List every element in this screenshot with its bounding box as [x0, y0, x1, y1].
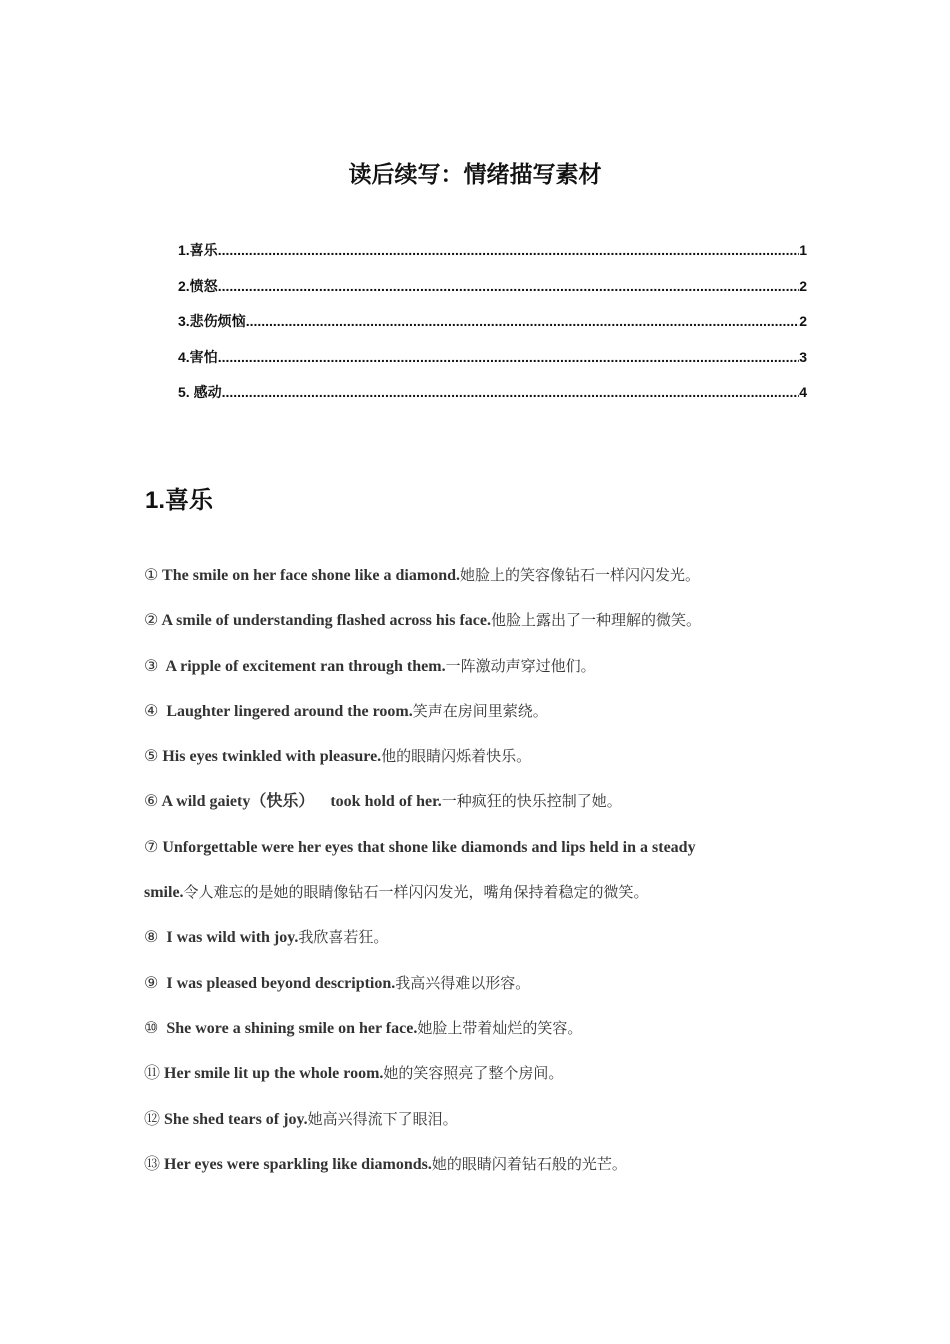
toc-label: 3.悲伤烦恼	[178, 313, 246, 329]
document-title: 读后续写：情绪描写素材	[348, 161, 602, 187]
sentence-item	[144, 744, 804, 789]
item-english: Her smile lit up the whole room.	[160, 1065, 384, 1083]
item-chinese: 我欣喜若狂。	[298, 928, 389, 947]
toc-entry[interactable]	[178, 276, 807, 312]
toc-label: 4.害怕	[178, 348, 218, 365]
item-chinese: 她高兴得流下了眼泪。	[307, 1109, 458, 1128]
item-english: She wore a shining smile on her face.	[158, 1019, 418, 1037]
item-chinese: 令人难忘的是她的眼睛像钻石一样闪闪发光，嘴角保持着稳定的微笑。	[183, 883, 649, 902]
table-of-contents	[178, 240, 807, 418]
item-number: ⑦	[144, 838, 159, 856]
toc-leader	[218, 349, 800, 365]
item-english: Unforgettable were her eyes that shone like diamonds and lips held in a steady	[158, 838, 696, 856]
item-number: ①	[144, 567, 159, 584]
item-number: ③	[144, 657, 159, 675]
toc-entry[interactable]	[178, 240, 807, 276]
item-number: ④	[144, 702, 159, 720]
sentence-item	[144, 699, 804, 744]
sentence-item	[144, 971, 804, 1016]
sentence-item	[144, 608, 804, 653]
item-english: I was pleased beyond description.	[158, 974, 396, 992]
item-english: smile.	[144, 884, 184, 902]
sentence-item	[144, 1107, 804, 1152]
item-chinese: 笑声在房间里萦绕。	[412, 701, 548, 720]
item-number: ⑤	[144, 748, 159, 766]
item-chinese: 她的笑容照亮了整个房间。	[383, 1064, 564, 1083]
item-english: She shed tears of joy.	[160, 1110, 308, 1128]
toc-page: 1	[799, 242, 807, 258]
toc-page: 3	[799, 348, 807, 365]
toc-entry[interactable]	[178, 382, 807, 418]
section-heading: 1.喜乐	[145, 487, 214, 514]
item-english: A ripple of excitement ran through them.	[158, 657, 446, 675]
sentence-item	[144, 835, 804, 880]
sentence-item	[144, 925, 804, 970]
sentence-item	[144, 1061, 804, 1106]
item-number: ⑧	[144, 929, 159, 947]
sentence-list	[144, 563, 804, 1197]
item-chinese: 一种疯狂的快乐控制了她。	[441, 792, 622, 811]
item-number: ⑪	[144, 1065, 161, 1083]
sentence-item	[144, 789, 804, 834]
toc-label: 2.愤怒	[178, 277, 218, 294]
sentence-item	[144, 1016, 804, 1061]
item-chinese: 她脸上带着灿烂的笑容。	[417, 1018, 583, 1037]
toc-leader	[246, 313, 800, 329]
item-chinese: 他的眼睛闪烁着快乐。	[381, 747, 532, 766]
item-english: Her eyes were sparkling like diamonds.	[160, 1155, 432, 1173]
item-english: His eyes twinkled with pleasure.	[158, 748, 382, 766]
toc-leader	[218, 278, 800, 294]
sentence-item	[144, 1152, 804, 1197]
toc-page: 4	[799, 384, 807, 400]
item-chinese: 我高兴得难以形容。	[395, 973, 531, 992]
item-chinese: 她的眼睛闪着钻石般的光芒。	[431, 1154, 627, 1173]
toc-leader	[218, 242, 800, 258]
toc-entry[interactable]	[178, 347, 807, 383]
item-english: I was wild with joy.	[158, 929, 299, 947]
toc-page: 2	[799, 313, 807, 329]
toc-entry[interactable]	[178, 311, 807, 347]
sentence-item	[144, 563, 804, 608]
item-number: ②	[144, 612, 159, 630]
item-number: ⑨	[144, 974, 159, 992]
item-english: A smile of understanding flashed across his face.	[158, 612, 491, 630]
item-chinese: 她脸上的笑容像钻石一样闪闪发光。	[460, 566, 701, 584]
toc-label: 1.喜乐	[178, 242, 218, 258]
sentence-item	[144, 654, 804, 699]
toc-leader	[222, 384, 800, 400]
item-english: Laughter lingered around the room.	[158, 702, 413, 720]
item-english: The smile on her face shone like a diamond.	[158, 567, 460, 584]
item-number: ⑫	[144, 1110, 161, 1128]
toc-page: 2	[799, 277, 807, 294]
item-chinese: 他脸上露出了一种理解的微笑。	[490, 611, 701, 630]
sentence-item	[144, 880, 804, 925]
toc-label: 5. 感动	[178, 384, 222, 400]
item-chinese: 一阵激动声穿过他们。	[445, 656, 596, 675]
item-number: ⑬	[144, 1155, 161, 1173]
item-number: ⑩	[144, 1019, 159, 1037]
item-english: A wild gaiety（快乐） took hold of her.	[158, 793, 442, 811]
item-number: ⑥	[144, 793, 159, 811]
